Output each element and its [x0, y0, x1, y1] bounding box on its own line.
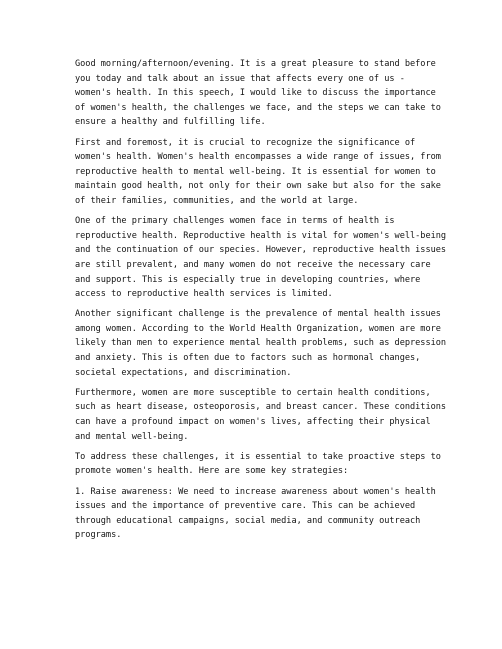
- text-line: of women's health, the challenges we face, and the steps we can take to: [75, 102, 441, 113]
- text-line: access to reproductive health services is limited.: [75, 289, 333, 300]
- text-line: likely than men to experience mental health problems, such as depression: [75, 338, 447, 349]
- text-line: and mental well-being.: [75, 431, 189, 442]
- text-line: issues and the importance of preventive care. This can be achieved: [75, 501, 416, 512]
- text-line: reproductive health. Reproductive health is vital for women's well-being: [75, 230, 447, 241]
- text-line: among women. According to the World Health Organization, women are more: [75, 323, 441, 334]
- paragraph-reproductive-health: [75, 214, 447, 302]
- text-line: you today and talk about an issue that affects every one of us -: [75, 73, 405, 84]
- text-line: women's health. Women's health encompasses a wide range of issues, from: [75, 152, 441, 163]
- text-line: Another significant challenge is the prevalence of mental health issues: [75, 309, 441, 320]
- text-line: and support. This is especially true in developing countries, where: [75, 274, 421, 285]
- text-line: ensure a healthy and fulfilling life.: [75, 117, 266, 128]
- paragraph-strategies-intro: [75, 450, 441, 479]
- text-line: One of the primary challenges women face in terms of health is: [75, 216, 395, 227]
- text-line: Good morning/afternoon/evening. It is a great pleasure to stand before: [75, 59, 436, 69]
- text-line: such as heart disease, osteoporosis, and breast cancer. These conditions: [75, 402, 447, 413]
- paragraph-health-conditions: [75, 386, 447, 444]
- paragraph-mental-health: [75, 307, 447, 380]
- paragraph-strategy-raise-awareness: [75, 485, 436, 543]
- text-line: and anxiety. This is often due to factors such as hormonal changes,: [75, 353, 421, 364]
- text-line: reproductive health to mental well-being. It is essential for women to: [75, 166, 436, 177]
- text-line: of their families, communities, and the world at large.: [75, 195, 359, 206]
- text-line: and the continuation of our species. However, reproductive health issues: [75, 245, 447, 256]
- text-line: are still prevalent, and many women do not receive the necessary care: [75, 259, 431, 270]
- speech-body: [75, 57, 447, 549]
- text-line: programs.: [75, 530, 122, 541]
- text-line: women's health. In this speech, I would like to discuss the importance: [75, 88, 436, 99]
- text-line: First and foremost, it is crucial to recognize the significance of: [75, 137, 416, 148]
- text-line: Furthermore, women are more susceptible to certain health conditions,: [75, 387, 431, 398]
- text-line: promote women's health. Here are some key strategies:: [75, 466, 349, 477]
- paragraph-opening: [75, 57, 441, 130]
- text-line: 1. Raise awareness: We need to increase awareness about women's health: [75, 486, 436, 497]
- paragraph-significance: [75, 136, 441, 209]
- text-line: can have a profound impact on women's lives, affecting their physical: [75, 417, 431, 428]
- text-line: maintain good health, not only for their own sake but also for the sake: [75, 181, 441, 192]
- text-line: To address these challenges, it is essential to take proactive steps to: [75, 451, 441, 462]
- text-line: societal expectations, and discrimination.: [75, 367, 292, 378]
- text-line: through educational campaigns, social media, and community outreach: [75, 515, 421, 526]
